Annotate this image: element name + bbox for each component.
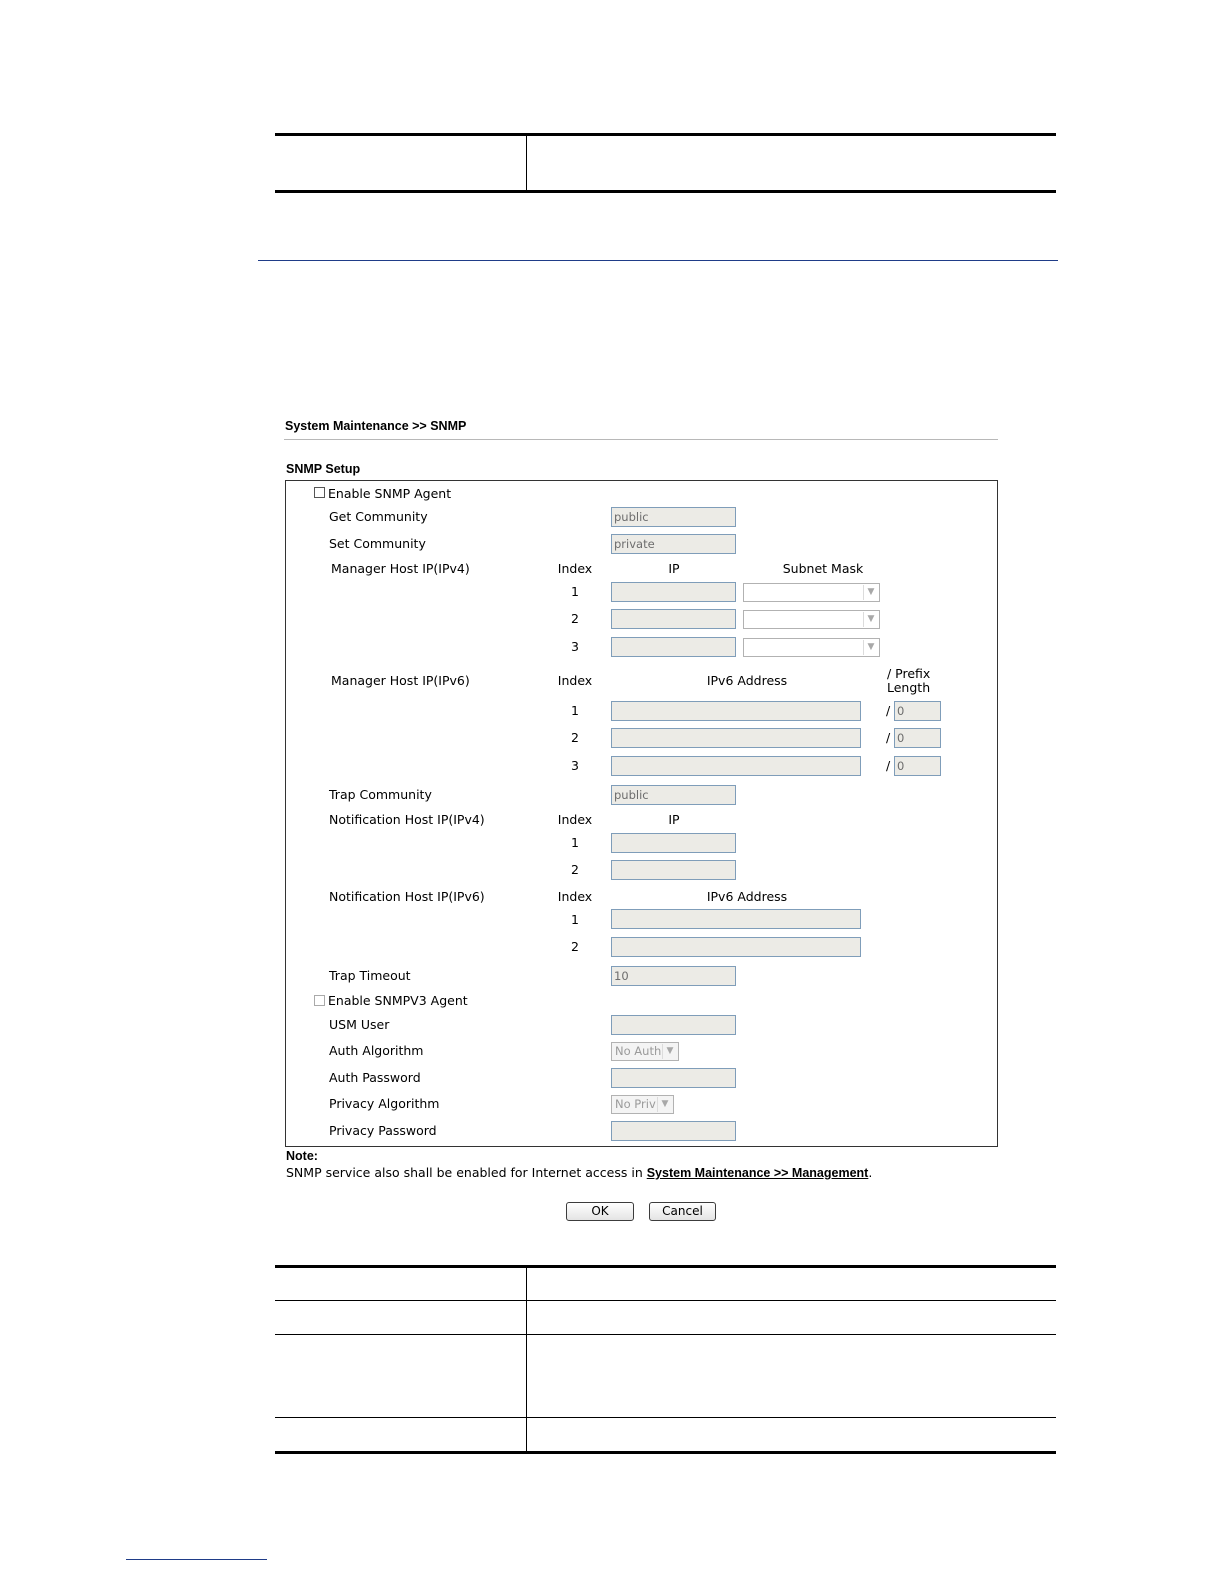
manager-ipv6-address-input[interactable] <box>611 728 861 748</box>
manager-ipv6-row-index: 3 <box>571 758 579 773</box>
notify-ipv6-index-header: Index <box>557 889 593 904</box>
chevron-down-icon: ▼ <box>863 612 878 627</box>
notify-ipv4-ip-input[interactable] <box>611 860 736 880</box>
privacy-password-label: Privacy Password <box>329 1123 437 1138</box>
management-link[interactable]: System Maintenance >> Management <box>646 1166 869 1180</box>
manager-ipv4-mask-select[interactable] <box>743 583 880 602</box>
manager-ipv4-label: Manager Host IP(IPv4) <box>331 561 470 576</box>
manager-ipv4-row-index: 1 <box>571 584 579 599</box>
manager-ipv6-prefix-input[interactable]: 0 <box>894 756 941 776</box>
footnote-separator <box>126 1559 267 1560</box>
note-text <box>286 1165 872 1180</box>
notify-ipv6-row-index: 2 <box>571 939 579 954</box>
enable-snmp-agent-checkbox[interactable] <box>314 487 325 498</box>
usm-user-input[interactable] <box>611 1015 736 1035</box>
doc-table-row-rule <box>275 1334 1056 1335</box>
doc-table-divider <box>526 1268 527 1451</box>
doc-table-row-rule <box>275 1300 1056 1301</box>
notify-ipv4-ip-input[interactable] <box>611 833 736 853</box>
note-title: Note: <box>286 1149 318 1163</box>
prefix-slash: / <box>886 758 891 773</box>
privacy-algorithm-label: Privacy Algorithm <box>329 1096 440 1111</box>
chevron-down-icon: ▼ <box>863 640 878 655</box>
breadcrumb-underline <box>284 439 998 440</box>
note-text-prefix: SNMP service also shall be enabled for Internet access in <box>286 1165 647 1180</box>
notify-ipv4-row-index: 2 <box>571 862 579 877</box>
set-community-input[interactable]: private <box>611 534 736 554</box>
auth-algorithm-label: Auth Algorithm <box>329 1043 424 1058</box>
manager-ipv6-prefix-input[interactable]: 0 <box>894 728 941 748</box>
manager-ipv6-prefix-input[interactable]: 0 <box>894 701 941 721</box>
auth-algorithm-value: No Auth <box>615 1044 662 1058</box>
manager-ipv4-index-header: Index <box>557 561 593 576</box>
chevron-down-icon: ▼ <box>657 1097 672 1112</box>
privacy-password-input[interactable] <box>611 1121 736 1141</box>
set-community-label: Set Community <box>329 536 426 551</box>
manager-ipv4-row-index: 3 <box>571 639 579 654</box>
chevron-down-icon: ▼ <box>662 1044 677 1059</box>
notify-ipv6-row-index: 1 <box>571 912 579 927</box>
chevron-down-icon: ▼ <box>863 585 878 600</box>
manager-ipv6-row-index: 1 <box>571 703 579 718</box>
manager-ipv4-ip-input[interactable] <box>611 582 736 602</box>
cancel-button[interactable]: Cancel <box>649 1202 716 1221</box>
note-text-suffix: . <box>868 1165 873 1180</box>
manager-ipv6-prefix-header: / Prefix <box>887 666 931 681</box>
manager-ipv6-address-header: IPv6 Address <box>706 673 788 688</box>
notify-ipv6-address-header: IPv6 Address <box>706 889 788 904</box>
section-title: SNMP Setup <box>286 462 361 476</box>
manager-ipv6-row-index: 2 <box>571 730 579 745</box>
privacy-algorithm-value: No Priv <box>615 1097 656 1111</box>
trap-timeout-label: Trap Timeout <box>329 968 411 983</box>
trap-timeout-input[interactable]: 10 <box>611 966 736 986</box>
doc-table-top-rule <box>275 133 1056 136</box>
notify-ipv6-address-input[interactable] <box>611 937 861 957</box>
enable-snmp-agent-label: Enable SNMP Agent <box>328 486 452 501</box>
manager-ipv6-prefix-header-line2: Length <box>887 680 931 695</box>
enable-snmpv3-agent-checkbox[interactable] <box>314 995 325 1006</box>
doc-table-top-rule <box>275 1265 1056 1268</box>
doc-table-bottom-rule <box>275 190 1056 193</box>
manager-ipv4-mask-header: Subnet Mask <box>782 561 864 576</box>
trap-community-input[interactable]: public <box>611 785 736 805</box>
auth-algorithm-select[interactable] <box>611 1042 679 1061</box>
breadcrumb: System Maintenance >> SNMP <box>285 419 467 433</box>
section-separator <box>258 260 1058 261</box>
enable-snmpv3-agent-label: Enable SNMPV3 Agent <box>328 993 468 1008</box>
notify-ipv4-label: Notification Host IP(IPv4) <box>329 812 485 827</box>
manager-ipv4-ip-header: IP <box>668 561 680 576</box>
manager-ipv6-index-header: Index <box>557 673 593 688</box>
trap-community-label: Trap Community <box>329 787 432 802</box>
usm-user-label: USM User <box>329 1017 390 1032</box>
manager-ipv6-address-input[interactable] <box>611 701 861 721</box>
doc-table-bottom-rule <box>275 1451 1056 1454</box>
privacy-algorithm-select[interactable] <box>611 1095 674 1114</box>
manager-ipv4-mask-select[interactable] <box>743 638 880 657</box>
get-community-input[interactable]: public <box>611 507 736 527</box>
prefix-slash: / <box>886 730 891 745</box>
notify-ipv4-row-index: 1 <box>571 835 579 850</box>
auth-password-label: Auth Password <box>329 1070 421 1085</box>
manager-ipv4-mask-select[interactable] <box>743 610 880 629</box>
notify-ipv6-label: Notification Host IP(IPv6) <box>329 889 485 904</box>
doc-table-row-rule <box>275 1417 1056 1418</box>
notify-ipv4-index-header: Index <box>557 812 593 827</box>
auth-password-input[interactable] <box>611 1068 736 1088</box>
ok-button[interactable]: OK <box>566 1202 634 1221</box>
manager-ipv6-address-input[interactable] <box>611 756 861 776</box>
notify-ipv4-ip-header: IP <box>668 812 680 827</box>
manager-ipv4-row-index: 2 <box>571 611 579 626</box>
doc-table-divider <box>526 136 527 191</box>
manager-ipv6-label: Manager Host IP(IPv6) <box>331 673 470 688</box>
manager-ipv4-ip-input[interactable] <box>611 609 736 629</box>
prefix-slash: / <box>886 703 891 718</box>
manager-ipv4-ip-input[interactable] <box>611 637 736 657</box>
notify-ipv6-address-input[interactable] <box>611 909 861 929</box>
get-community-label: Get Community <box>329 509 428 524</box>
